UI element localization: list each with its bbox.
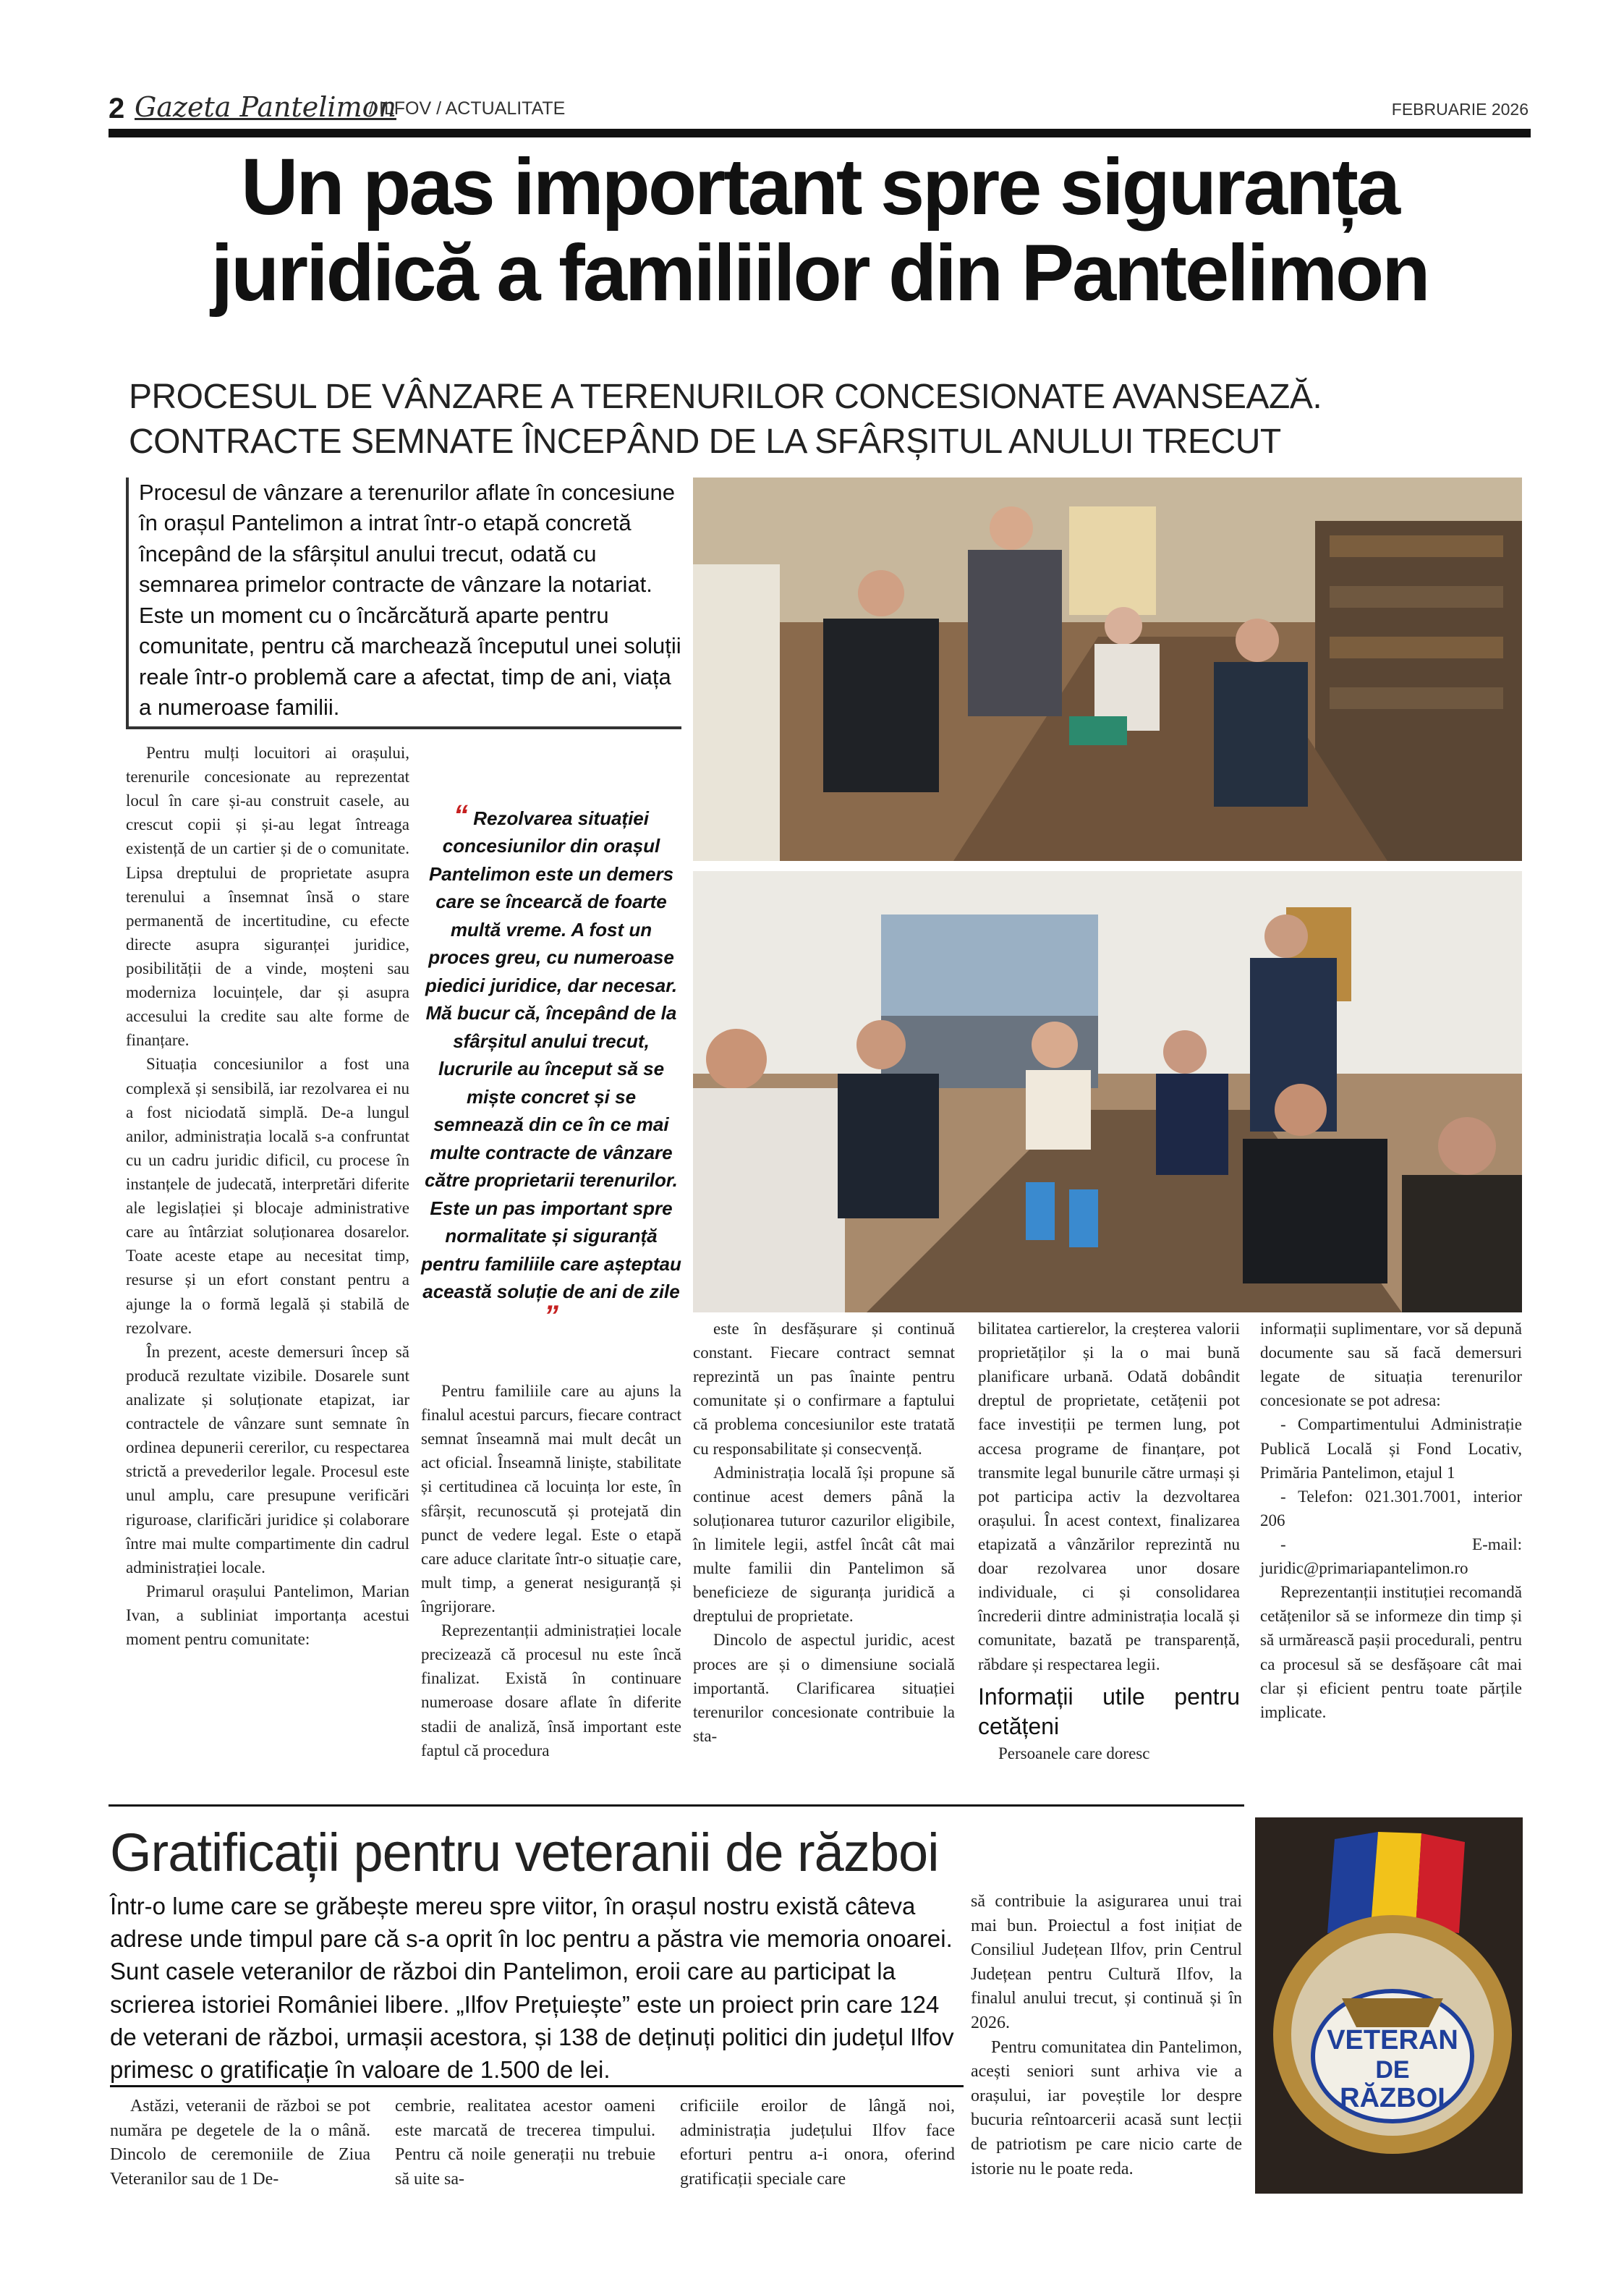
issue-date: FEBRUARIE 2026	[1391, 100, 1529, 119]
body-paragraph: Administrația locală își propune să continue acest demers până la soluționarea tuturor cazurilor eligibile, în limitele legii, astfel încât cât mai multe familii din Pantelimon să beneficieze de siguranța juridică a dreptului de proprietate.	[693, 1463, 955, 1626]
article2-column-2	[395, 2095, 655, 2191]
article-subhead	[129, 375, 1532, 465]
section-breadcrumb: / ILFOV / ACTUALITATE	[369, 98, 566, 119]
body-paragraph: bilitatea cartierelor, la creșterea valorii proprietăților și la o mai bună planificare urbană. Odată dobândit dreptul de proprietate, cetățenii pot face investiții pe termen lung, pot accesa programe de finanțare, pot transmite legal bunurile către urmași și pot participa activ la dezvoltarea orașului. În acest context, finalizarea etapizată a vânzărilor reprezintă nu doar rezolvarea unor dosare individuale, ci și consolidarea încrederii dintre administrația locală și comunitate, bazată pe transparență, răbdare și respectarea legii.	[978, 1320, 1240, 1673]
pull-quote-text: Rezolvarea situației concesiunilor din orașul Pantelimon este un demers care se încearcă de foarte multă vreme. A fost un proces greu, cu numeroase piedici juridice, dar necesar. Mă bucur că, începând de la sfârșitul anului trecut, lucrurile au început să se miște concret și se semnează din ce în ce mai multe contracte de vânzare către proprietarii terenurilor. Este un pas important spre normalitate și siguranță pentru familiile care așteptau această soluție de ani de zile	[421, 807, 681, 1302]
meeting-photo-1	[693, 478, 1522, 861]
body-paragraph: În prezent, aceste demersuri încep să producă rezultate vizibile. Dosarele sunt analizate și soluționate etapizat, iar contractele de vânzare sunt semnate în ordinea depunerii cererilor, cu respectarea strictă a prevederilor legale. Procesul este unul amplu, care presupune verificări riguroase, clarificări juridice și colaborare între mai multe compartimente din cadrul administrației locale.	[126, 1342, 409, 1576]
section-divider	[109, 1804, 1244, 1807]
article-headline	[109, 145, 1531, 317]
subhead-line-2: CONTRACTE SEMNATE ÎNCEPÂND DE LA SFÂRȘITUL ANULUI TRECUT	[129, 423, 1281, 462]
article2-column-4	[971, 1890, 1242, 2181]
body-paragraph: Primarul orașului Pantelimon, Marian Ivan, a subliniat importanța acestui moment pentru comunitate:	[126, 1582, 409, 1649]
contact-department: - Compartimentului Administrație Publică Locală și Fond Locativ, Primăria Pantelimon, etajul 1	[1260, 1415, 1522, 1482]
lead-underline	[110, 2085, 964, 2087]
article-lead: Procesul de vânzare a terenurilor aflate în concesiune în orașul Pantelimon a intrat într-o etapă concretă începând de la sfârșitul anului trecut, odată cu semnarea primelor contracte de vânzare la notariat. Este un moment cu o încărcătură aparte pentru comunitate, pentru că marchează începutul unei soluții reale într-o problemă care a afectat, timp de ani, viața a numeroase familii.	[126, 478, 681, 729]
body-paragraph: Reprezentanții instituției recomandă cetățenilor să se informeze din timp și să urmărească pașii procedurali, pentru ca procesul să se desfășoare cât mai clar și eficient pentru toate părțile implicate.	[1260, 1583, 1522, 1721]
header-rule	[109, 129, 1531, 137]
body-column-3	[693, 1317, 955, 1748]
body-paragraph: cembrie, realitatea acestor oameni este marcată de trecerea timpului. Pentru că noile generații nu trebuie să uite sa-	[395, 2097, 655, 2189]
badge-text-veteran: VETERAN	[1327, 2025, 1458, 2055]
article2-lead: Într-o lume care se grăbește mereu spre viitor, în orașul nostru există câteva adrese unde timpul pare că s-a oprit în loc pentru a păstra vie memoria onoarei. Sunt casele veteranilor de război din Pantelimon, eroii care au participat la scrierea istoriei României libere. „Ilfov Prețuiește” este un proiect prin care 124 de veterani de război, urmașii acestora, și 138 de deținuți politici din județul Ilfov primesc o gratificație în valoare de 1.500 de lei.	[110, 1893, 954, 2084]
meeting-photo-2	[693, 871, 1522, 1312]
open-quote-mark: “	[453, 799, 468, 831]
badge-text-de: DE	[1375, 2056, 1410, 2084]
pull-quote	[421, 799, 681, 1333]
body-paragraph: să contribuie la asigurarea unui trai mai bun. Proiectul a fost inițiat de Consiliul Județean Ilfov, prin Centrul Județean pentru Cultură Ilfov, la finalul anului trecut, și continuă și în 2026.	[971, 1892, 1242, 2032]
badge-text-razboi: RĂZBOI	[1340, 2083, 1445, 2113]
body-paragraph: Persoanele care doresc	[998, 1744, 1150, 1762]
body-paragraph: Situația concesiunilor a fost una complexă și sensibilă, iar rezolvarea ei nu a fost niciodată simplă. De-a lungul anilor, administrația locală s-a confruntat cu un cadru juridic dificil, cu procese în instanțele de judecată, interpretări diferite ale legislației și blocaje administrative care au întârziat soluționarea dosarelor. Toate aceste etape au necesitat timp, resurse și un efort constant pentru a ajunge la o formă legală și stabilă de rezolvare.	[126, 1055, 409, 1337]
body-paragraph: este în desfășurare și continuă constant. Fiecare contract semnat reprezintă un pas înainte pentru comunitate și o confirmare a faptului că problema concesiunilor este tratată cu responsabilitate și consecvență.	[693, 1320, 955, 1458]
subhead-line-1: PROCESUL DE VÂNZARE A TERENURILOR CONCESIONATE AVANSEAZĂ.	[129, 378, 1322, 416]
info-subheading: Informații utile pentru cetățeni	[978, 1683, 1240, 1739]
article2-title: Gratificații pentru veteranii de război	[110, 1822, 939, 1883]
body-column-4	[978, 1317, 1240, 1765]
body-paragraph: informații suplimentare, vor să depună documente sau să facă demersuri legate de situația terenurilor concesionate se pot adresa:	[1260, 1320, 1522, 1410]
body-paragraph: Pentru comunitatea din Pantelimon, acești seniori sunt arhiva vie a orașului, iar poveștile lor despre bucuria reîntoarcerii acasă sunt lecții de patriotism pe care nicio carte de istorie nu le poate reda.	[971, 2037, 1242, 2178]
contact-phone: - Telefon: 021.301.7001, interior 206	[1260, 1487, 1522, 1529]
body-column-5	[1260, 1317, 1522, 1724]
body-paragraph: Dincolo de aspectul juridic, acest proces are și o dimensiune socială importantă. Clarificarea situației terenurilor concesionate contribuie la sta-	[693, 1631, 955, 1745]
body-column-2	[421, 1379, 681, 1762]
body-paragraph: Pentru mulți locuitori ai orașului, terenurile concesionate au reprezentat locul în care și-au construit casele, au crescut copii și și-au legat întreaga existență de un cartier și de o comunitate. Lipsa dreptului de proprietate asupra terenului a însemnat însă o stare permanentă de incertitudine, cu efecte directe asupra siguranței juridice, posibilității de a vinde, moșteni sau moderniza locuințele, dar și asupra accesului la credite sau alte forme de finanțare.	[126, 744, 409, 1050]
article2-column-1	[110, 2095, 370, 2191]
body-paragraph: Reprezentanții administrației locale precizează că procesul nu este încă finalizat. Există în continuare numeroase dosare aflate în diferite stadii de analiză, însă important este faptul că procedura	[421, 1621, 681, 1760]
contact-email[interactable]: - E-mail: juridic@primariapantelimon.ro	[1260, 1535, 1522, 1578]
page-number: 2	[109, 93, 125, 124]
body-column-1	[126, 741, 409, 1651]
body-paragraph: Astăzi, veteranii de război se pot număra pe degetele de la o mână. Dincolo de ceremoniile de Ziua Veteranilor sau de 1 De-	[110, 2097, 370, 2189]
headline-line-2: juridică a familiilor din Pantelimon	[211, 228, 1429, 318]
veteran-badge-photo	[1255, 1817, 1523, 2194]
close-quote-mark: ”	[544, 1300, 558, 1333]
publication-brand[interactable]: Gazeta Pantelimon	[135, 91, 396, 123]
body-paragraph: Pentru familiile care au ajuns la finalul acestui parcurs, fiecare contract semnat înseamnă mai mult decât un act oficial. Înseamnă liniște, stabilitate și certitudinea că locuința lor este, în sfârșit, recunoscută și protejată din punct de vedere legal. Este o etapă care aduce claritate într-o situație care, mult timp, a generat nesiguranță și îngrijorare.	[421, 1382, 681, 1616]
article2-column-3	[680, 2095, 955, 2191]
body-paragraph: crificiile eroilor de lângă noi, administrația județului Ilfov face eforturi pentru a-i onora, oferind gratificații speciale care	[680, 2097, 955, 2189]
headline-line-1: Un pas important spre siguranța	[240, 143, 1399, 232]
